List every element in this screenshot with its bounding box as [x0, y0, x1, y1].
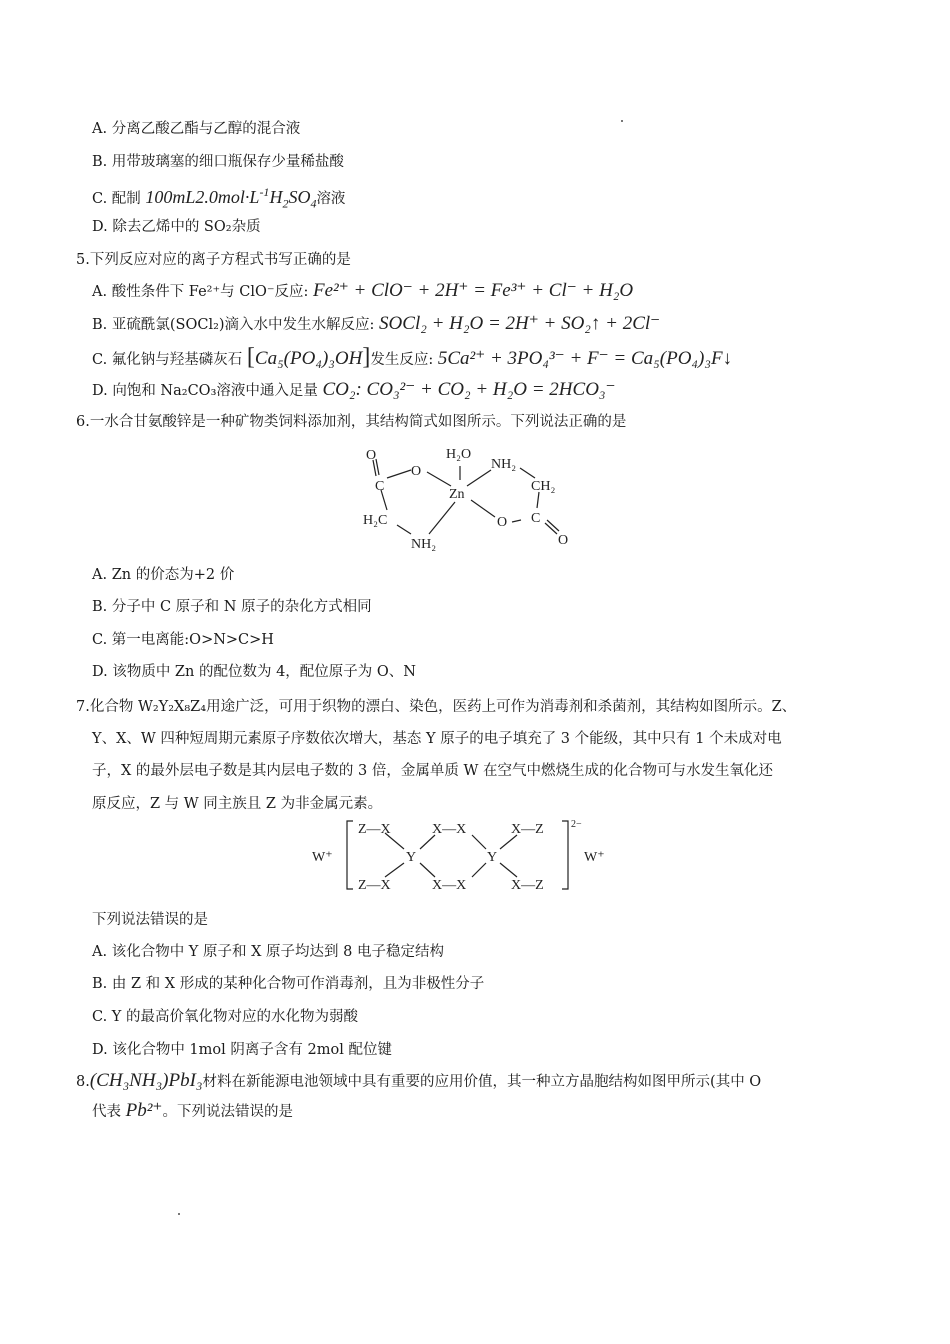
q4-option-b: B. 用带玻璃塞的细口瓶保存少量稀盐酸: [92, 154, 344, 170]
svg-text:Y: [406, 850, 416, 865]
zinc-center: Zn: [449, 487, 465, 502]
q5-option-a-text: A. 酸性条件下 Fe²⁺与 ClO⁻反应:: [92, 284, 309, 300]
ester-o-right: O: [497, 515, 508, 530]
q5-option-d-text: D. 向饱和 Na₂CO₃溶液中通入足量: [92, 383, 318, 399]
svg-text:Y: [487, 850, 497, 865]
q5-option-b: [92, 314, 660, 335]
q5-option-a-equation: Fe²⁺ + ClO⁻ + 2H⁺ = Fe³⁺ + Cl⁻ + H₂O: [313, 280, 634, 301]
q7-stem-line1: 7.化合物 W₂Y₂X₈Z₄用途广泛，可用于织物的漂白、染色，医药上可作为消毒剂和杀菌剂，其结构如图所示。Z、: [76, 699, 797, 715]
svg-text:NH₂: [491, 457, 516, 472]
q7-option-a: A. 该化合物中 Y 原子和 X 原子均达到 8 电子稳定结构: [92, 944, 444, 960]
svg-text:X—X: [432, 822, 466, 837]
svg-text:W⁺: [584, 850, 605, 865]
q6-option-b: B. 分子中 C 原子和 N 原子的杂化方式相同: [92, 599, 372, 615]
q8-number: 8.: [76, 1074, 90, 1090]
y-atom-left: Y: [406, 850, 417, 865]
svg-text:O: [411, 464, 421, 479]
zx-bottom-left: Z—X: [358, 878, 391, 893]
q8-formula: (CH₃NH₃)PbI₃: [89, 1070, 203, 1091]
q7-stem-line2: Y、X、W 四种短周期元素原子序数依次增大，基态 Y 原子的电子填充了 3 个能级，其中只有 1 个未成对电: [92, 731, 782, 747]
carbon-right: C: [531, 511, 541, 526]
nh2-top: NH₂: [491, 457, 517, 472]
zinc-glycinate-structure: [345, 440, 590, 560]
q8-text3: 。下列说法错误的是: [162, 1104, 293, 1120]
q7-stem-line3: 子，X 的最外层电子数是其内层电子数的 3 倍，金属单质 W 在空气中燃烧生成的化合物可与水发生氧化还: [92, 763, 773, 779]
q5-option-d: [92, 380, 616, 401]
q8-text1: 材料在新能源电池领域中具有重要的应用价值，其一种立方晶胞结构如图甲所示(其中 O: [202, 1074, 762, 1090]
q5-option-c-mineral: [Ca₅(PO₄)₃OH]: [246, 344, 371, 370]
carbonyl-o-left: O: [366, 448, 377, 463]
carbon-left: C: [375, 479, 385, 494]
ester-o-left: O: [411, 464, 422, 479]
xx-bottom: X—X: [432, 878, 467, 893]
q6-option-a: A. Zn 的价态为+2 价: [92, 567, 235, 583]
anion-charge: 2−: [571, 819, 582, 830]
svg-text:Z—X: [358, 822, 391, 837]
svg-text:X—Z: [511, 878, 544, 893]
svg-text:H₂C: [363, 513, 387, 528]
y-atom-right: Y: [487, 850, 498, 865]
svg-text:W⁺: [312, 850, 333, 865]
zx-top-left: Z—X: [358, 822, 391, 837]
carbonyl-o-right: O: [558, 533, 569, 548]
q6-option-d: D. 该物质中 Zn 的配位数为 4，配位原子为 O、N: [92, 664, 416, 680]
q4-option-c: [92, 182, 345, 214]
q7-option-d: D. 该化合物中 1mol 阴离子含有 2mol 配位键: [92, 1042, 392, 1058]
svg-text:C: [375, 479, 384, 494]
q5-option-b-text: B. 亚硫酰氯(SOCl₂)滴入水中发生水解反应:: [92, 317, 375, 333]
q5-option-d-equation: CO₂: CO₃²⁻ + CO₂ + H₂O = 2HCO₃⁻: [322, 379, 616, 400]
q7-option-c: C. Y 的最高价氧化物对应的水化物为弱酸: [92, 1009, 358, 1025]
scan-dot: [621, 120, 623, 122]
q8-stem-line1: [76, 1071, 761, 1092]
q5-option-c-text: C. 氟化钠与羟基磷灰石: [92, 352, 243, 368]
w-cation-left: W⁺: [312, 850, 333, 865]
svg-text:Z—X: [358, 878, 391, 893]
xx-top: X—X: [432, 822, 467, 837]
water-ligand-label: H₂O: [446, 447, 472, 462]
q4-option-c-prefix: C. 配制: [92, 191, 141, 207]
q5-option-c: [92, 344, 733, 370]
svg-text:O: [366, 448, 376, 463]
q8-text2: 代表: [92, 1104, 121, 1120]
svg-text:O: [497, 515, 507, 530]
q5-option-c-text2: 发生反应:: [370, 352, 434, 368]
q4-option-d: D. 除去乙烯中的 SO₂杂质: [92, 219, 261, 235]
anion-structure-diagram: [310, 815, 620, 897]
q7-option-b: B. 由 Z 和 X 形成的某种化合物可作消毒剂，且为非极性分子: [92, 976, 485, 992]
q4-option-c-suffix: 溶液: [316, 191, 346, 207]
nh2-bottom: NH₂: [411, 537, 437, 552]
svg-text:NH₂: [411, 537, 436, 552]
q4-option-a: A. 分离乙酸乙酯与乙醇的混合液: [92, 121, 301, 137]
svg-text:2−: [571, 819, 582, 830]
svg-text:C: [531, 511, 540, 526]
ch2-left: H₂C: [363, 513, 388, 528]
q6-option-c: C. 第一电离能:O>N>C>H: [92, 632, 274, 648]
q4-option-c-formula: $100mL2.0mol\cdot L^{-1}H_2SO_4$: [145, 185, 317, 211]
xz-top-right: X—Z: [511, 822, 544, 837]
q5-option-a: [92, 281, 633, 302]
q5-option-b-equation: SOCl₂ + H₂O = 2H⁺ + SO₂↑ + 2Cl⁻: [379, 313, 661, 334]
scan-dot: [178, 1213, 180, 1215]
q6-stem: 6.一水合甘氨酸锌是一种矿物类饲料添加剂，其结构简式如图所示。下列说法正确的是: [76, 414, 627, 430]
svg-text:X—X: [432, 878, 466, 893]
q7-stem-line4: 原反应，Z 与 W 同主族且 Z 为非金属元素。: [92, 796, 383, 812]
xz-bottom-right: X—Z: [511, 878, 544, 893]
svg-text:X—Z: [511, 822, 544, 837]
svg-text:CH₂: [531, 479, 555, 494]
q8-stem-line2: [92, 1101, 293, 1122]
svg-text:Zn: [449, 487, 465, 502]
svg-text:O: [558, 533, 568, 548]
svg-text:H₂O: [446, 447, 471, 462]
q7-ask: 下列说法错误的是: [92, 912, 208, 928]
q8-pb-ion: Pb²⁺: [125, 1100, 163, 1121]
q5-option-c-equation: 5Ca²⁺ + 3PO₄³⁻ + F⁻ = Ca₅(PO₄)₃F↓: [437, 348, 733, 369]
q5-stem: 5.下列反应对应的离子方程式书写正确的是: [76, 252, 351, 268]
w-cation-right: W⁺: [584, 850, 605, 865]
ch2-right: CH₂: [531, 479, 556, 494]
